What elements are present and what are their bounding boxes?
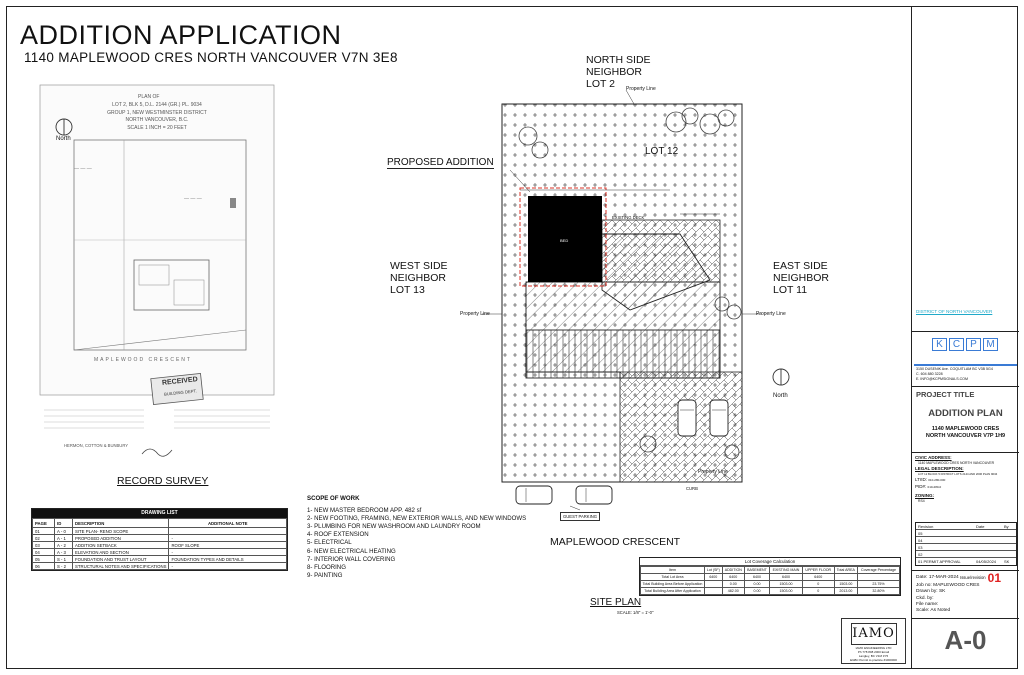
dl-cell: S - 2: [55, 563, 73, 570]
site-plan-title: SITE PLAN: [590, 597, 642, 608]
scope-item: 9- PAINTING: [307, 571, 343, 579]
dl-cell: 04: [33, 549, 55, 556]
civic-label: CIVIC ADDRESS:: [915, 455, 952, 460]
cov-cell: 6400: [744, 574, 769, 581]
svg-text:— — —: — — —: [184, 196, 202, 202]
lot-label: LOT 12: [645, 146, 679, 157]
revision-row: [916, 558, 1016, 565]
west-neighbor-line: WEST SIDE: [390, 260, 448, 272]
site-north-icon: [770, 366, 792, 390]
job-info: [916, 573, 1018, 614]
proposed-addition-label: PROPOSED ADDITION: [387, 157, 494, 168]
survey-street-label: MAPLEWOOD CRESCENT: [94, 357, 192, 363]
drawn-label: Drawn by:: [916, 589, 938, 595]
issue-value: 01: [987, 571, 1001, 585]
project-address-line: NORTH VANCOUVER V7P 1H9: [925, 433, 1006, 439]
scope-heading: SCOPE OF WORK: [307, 495, 360, 502]
kcpm-logo: [932, 338, 998, 351]
dl-cell: ELEVATION AND SECTION: [73, 549, 169, 556]
logo-letter: M: [983, 338, 998, 351]
lot-coverage: [639, 557, 901, 596]
north-neighbor: [586, 54, 651, 90]
north-neighbor-line: LOT 2: [586, 78, 615, 90]
revision-desc: 01 PERMIT APPROVAL: [918, 559, 961, 564]
file-label: File name:: [916, 601, 939, 607]
logo-underline: [914, 364, 1017, 366]
survey-group-line: GROUP 1, NEW WESTMINSTER DISTRICT: [107, 110, 207, 116]
dl-cell: 05: [33, 556, 55, 563]
revision-row: 05: [916, 530, 1016, 537]
revision-date: 04/05/2024: [976, 559, 997, 564]
dl-cell: [169, 528, 287, 535]
scope-of-work: [307, 495, 526, 580]
table-row: [641, 574, 900, 581]
scale-value: As Noted: [930, 608, 951, 614]
dl-cell: STRUCTURAL NOTES AND SPECIFICATIONS: [73, 563, 169, 570]
revision-row: 03: [916, 544, 1016, 551]
table-row: [33, 549, 287, 556]
engineer-logo: IAMO: [851, 623, 897, 645]
project-info: [915, 455, 1017, 504]
cov-cell: 0.00: [722, 581, 744, 588]
logo-letter: P: [966, 338, 981, 351]
cov-cell: Total Building Area After Application: [641, 588, 705, 595]
engineer-line: IAMO ENGINEERING LTD: [855, 646, 892, 650]
cov-header: BASEMENT: [744, 567, 769, 574]
drawing-list-table: [32, 518, 287, 570]
drawing-list: [31, 508, 288, 571]
dl-cell: -: [169, 549, 287, 556]
scope-item: 1- NEW MASTER BEDROOM APP. 482 sf: [307, 507, 422, 515]
survey-north-label: North: [56, 136, 71, 142]
ckd-label: Ckd. by:: [916, 595, 934, 601]
property-line-south: Property Line: [698, 469, 728, 475]
survey-lot-line: LOT 2, BLK 5, D.L. 2144 (GR.) PL. 9034: [112, 102, 202, 108]
revision-header-row: [916, 523, 1016, 530]
table-row: [641, 588, 900, 595]
drawing-list-title: DRAWING LIST: [32, 509, 287, 518]
scope-item: 8- FLOORING: [307, 563, 346, 571]
lot-coverage-table: [640, 566, 900, 595]
logo-letter: K: [932, 338, 947, 351]
cov-cell: 482.00: [722, 588, 744, 595]
cov-cell: 6400: [705, 574, 723, 581]
dl-cell: A - 2: [55, 542, 73, 549]
engineer-line: Ph 778 808 2000 Email: [857, 650, 890, 654]
street-label: MAPLEWOOD CRESCENT: [550, 536, 681, 548]
dl-cell: A - 0: [55, 528, 73, 535]
survey-north-icon: [53, 116, 75, 138]
north-neighbor-line: NEIGHBOR: [586, 66, 643, 78]
west-neighbor: [390, 260, 448, 296]
scope-item: 2- NEW FOOTING, FRAMING, NEW EXTERIOR WALLS, AND NEW WINDOWS: [307, 515, 527, 523]
survey-drawing: [34, 80, 280, 470]
sheet-title: ADDITION APPLICATION: [20, 20, 342, 50]
cov-header: Coverage Percentage: [858, 567, 900, 574]
cov-cell: [705, 581, 723, 588]
cov-cell: 0: [802, 588, 834, 595]
existing-deck-label: EXISTING DECK: [612, 215, 645, 220]
revision-row: 02: [916, 551, 1016, 558]
guest-parking-label: GUEST PARKING: [560, 512, 600, 521]
dl-cell: ADDITION SETBACK: [73, 542, 169, 549]
sheet-number: A-0: [944, 625, 987, 655]
survey-plan-of: PLAN OF: [138, 94, 160, 100]
zoning-value: RS4: [918, 498, 925, 503]
project-address-line: 1140 MAPLEWOOD CRES: [931, 426, 1000, 432]
revision-header: Date: [976, 524, 985, 529]
dl-cell: S - 1: [55, 556, 73, 563]
dl-cell: -: [169, 563, 287, 570]
revision-header: Revision: [918, 524, 934, 529]
revision-table: [915, 522, 1017, 566]
company-contact: [916, 367, 993, 382]
dl-cell: FOUNDATION TYPES AND DETAILS: [169, 556, 287, 563]
dl-cell: SITE PLAN- RENO SCOPE: [73, 528, 169, 535]
pid-value: 010-280-0: [927, 484, 942, 489]
table-row: [33, 556, 287, 563]
dl-header: ADDITIONAL NOTE: [169, 519, 287, 528]
surveyor-name: HERMON, COTTON & BUNBURY: [64, 443, 129, 448]
dl-cell: 02: [33, 535, 55, 542]
date-label: Date:: [916, 574, 928, 580]
cov-cell: 2013.00: [834, 588, 857, 595]
survey-city-line: NORTH VANCOUVER, B.C.: [125, 117, 189, 123]
east-neighbor-line: NEIGHBOR: [773, 272, 830, 284]
civic-value: 1140 MAPLEWOOD CRES NORTH VANCOUVER: [918, 460, 995, 465]
dl-cell: ROOF SLOPE: [169, 542, 287, 549]
ltrid-label: LTrID:: [915, 477, 927, 482]
cov-cell: 32.80%: [858, 588, 900, 595]
cov-header: Item: [641, 567, 705, 574]
table-row: [33, 535, 287, 542]
svg-text:— — —: — — —: [74, 166, 92, 172]
table-row: [33, 563, 287, 570]
record-survey-caption: RECORD SURVEY: [117, 475, 209, 487]
east-neighbor-line: LOT 11: [773, 284, 808, 296]
job-value: MAPLEWOOD CRES: [933, 583, 980, 588]
engineer-stamp: [841, 618, 906, 664]
cov-header: Total AREA: [834, 567, 857, 574]
project-title-label: PROJECT TITLE: [916, 390, 975, 399]
cov-cell: 0.00: [744, 581, 769, 588]
cov-cell: 1503.00: [770, 581, 803, 588]
dl-cell: PROPOSED ADDITION: [73, 535, 169, 542]
engineer-line: Langley, BC V1M 3Y5: [858, 654, 889, 658]
table-row: [33, 542, 287, 549]
property-line-north: Property Line: [626, 86, 656, 92]
logo-letter: C: [949, 338, 964, 351]
cov-cell: 6400: [722, 574, 744, 581]
property-line-east: Property Line: [756, 311, 786, 317]
received-stamp-dept: BUILDING DEPT.: [163, 388, 197, 397]
cov-cell: 6400: [770, 574, 803, 581]
dl-cell: -: [169, 535, 287, 542]
legal-value: LOT 12 BLOCK 5 DISTRICT LOTS 2144 AND 2006 PLAN 9034: [918, 471, 998, 476]
dl-header: ID: [55, 519, 73, 528]
ltrid-value: 010-280-000: [928, 478, 946, 482]
scope-item: 3- PLUMBING FOR NEW WASHROOM AND LAUNDRY ROOM: [307, 523, 481, 531]
pid-label: PID#:: [915, 483, 927, 489]
dl-cell: A - 3: [55, 549, 73, 556]
lot-coverage-title: Lot Coverage Calculation: [640, 558, 900, 566]
dl-header: DESCRIPTION: [73, 519, 169, 528]
cov-cell: Total Building Area Before Application: [641, 581, 705, 588]
zoning-label: ZONING:: [915, 493, 934, 498]
engineer-line: EGBC Permit to practice #1000000: [850, 658, 897, 662]
dl-header: PAGE: [33, 519, 55, 528]
east-neighbor-line: EAST SIDE: [773, 260, 828, 272]
district-stamp: DISTRICT OF NORTH VANCOUVER: [916, 309, 993, 314]
dl-cell: 03: [33, 542, 55, 549]
scope-item: 5- ELECTRICAL: [307, 539, 352, 547]
received-stamp: RECEIVED: [161, 376, 199, 387]
dl-cell: 01: [33, 528, 55, 535]
cov-header: ADDITION: [722, 567, 744, 574]
title-block: [911, 6, 1018, 669]
cov-cell: [858, 574, 900, 581]
revision-header: By: [1004, 524, 1009, 529]
property-line-west: Property Line: [460, 311, 490, 317]
dl-cell: FOUNDATION AND TRUST LAYOUT: [73, 556, 169, 563]
cov-cell: 0: [802, 581, 834, 588]
cov-header: UPPER FLOOR: [802, 567, 834, 574]
cov-cell: 6400: [802, 574, 834, 581]
scale-label: Scale:: [916, 608, 930, 614]
east-neighbor: [773, 260, 829, 296]
site-plan-scale: SCALE: 1/8" = 1'-0": [617, 610, 654, 615]
scope-item: 4- ROOF EXTENSION: [307, 531, 369, 539]
project-title: ADDITION PLAN: [928, 408, 1003, 419]
survey-scale-line: SCALE 1 INCH = 20 FEET: [127, 125, 187, 131]
svg-text:BED: BED: [560, 238, 569, 243]
cov-cell: [834, 574, 857, 581]
revision-by: SK: [1004, 559, 1010, 564]
west-neighbor-line: NEIGHBOR: [390, 272, 447, 284]
company-address: 3150 DUSENIK Ave. COQUITLAM BC V3B 5G4: [916, 367, 993, 371]
curb-label: CURB: [686, 486, 698, 491]
cov-cell: 1503.00: [834, 581, 857, 588]
cov-cell: Total Lot Area: [641, 574, 705, 581]
project-address: [912, 426, 1019, 440]
company-email: E. INFO@KCPMSIGNALS.COM: [916, 377, 968, 381]
company-phone: C. 604 880 3228: [916, 372, 943, 376]
drawn-value: SK: [938, 589, 946, 595]
table-row: [641, 581, 900, 588]
site-north-label: North: [773, 393, 788, 399]
cov-header: Lot (SF): [705, 567, 723, 574]
west-neighbor-line: LOT 13: [390, 284, 425, 296]
date-value: 17-MAR-2024: [928, 574, 959, 580]
cov-header: EXISTING MAIN: [770, 567, 803, 574]
cov-cell: 0.00: [744, 588, 769, 595]
table-row: [33, 528, 287, 535]
cov-cell: 1503.00: [770, 588, 803, 595]
issue-label: Issue/revision: [960, 574, 986, 580]
scope-item: 6- NEW ELECTRICAL HEATING: [307, 547, 396, 555]
dl-cell: A - 1: [55, 535, 73, 542]
legal-label: LEGAL DESCRIPTION:: [915, 466, 964, 471]
cov-cell: 23.75%: [858, 581, 900, 588]
scope-item: 7- INTERIOR WALL COVERING: [307, 555, 396, 563]
dl-cell: 06: [33, 563, 55, 570]
job-label: Job no:: [916, 583, 932, 588]
record-survey: [34, 80, 280, 470]
north-neighbor-line: NORTH SIDE: [586, 54, 651, 66]
revision-row: 04: [916, 537, 1016, 544]
cov-cell: [705, 588, 723, 595]
sheet-address: 1140 MAPLEWOOD CRES NORTH VANCOUVER V7N 3E8: [24, 50, 398, 65]
